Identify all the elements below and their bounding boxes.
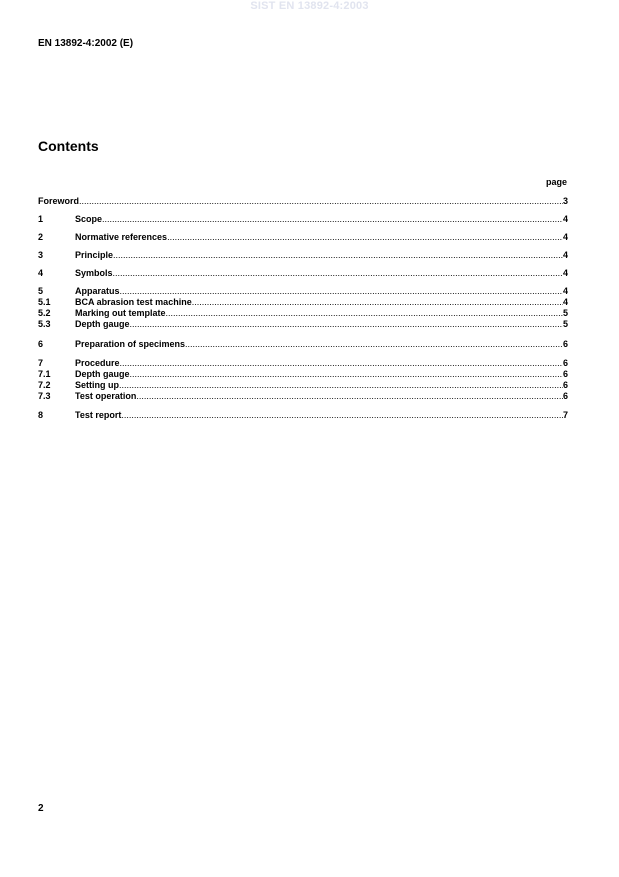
toc-dot-leader [113, 250, 563, 261]
toc-dot-leader [102, 214, 563, 225]
toc-dot-leader [185, 339, 563, 350]
toc-entry-number: 5.2 [38, 308, 51, 318]
toc-dot-leader [120, 358, 563, 369]
toc-dot-leader [130, 369, 563, 380]
contents-heading: Contents [38, 138, 99, 154]
toc-entry-depth-gauge[interactable] [38, 319, 568, 330]
toc-entry-bca-abrasion-test-machine[interactable] [38, 297, 568, 308]
toc-entry-number: 2 [38, 232, 44, 242]
toc-entry-title: Test report [75, 410, 122, 420]
toc-entry-page: 4 [562, 297, 568, 307]
toc-dot-leader [136, 391, 563, 402]
toc-dot-leader [121, 410, 563, 421]
toc-dot-leader [119, 380, 563, 391]
toc-entry-foreword[interactable] [38, 196, 568, 207]
toc-entry-page: 6 [562, 358, 568, 368]
toc-entry-number: 7.2 [38, 380, 51, 390]
toc-entry-page: 6 [562, 391, 568, 401]
toc-entry-page: 7 [562, 410, 568, 420]
toc-entry-number: 6 [38, 339, 44, 349]
toc-entry-page: 4 [562, 286, 568, 296]
toc-entry-number: 3 [38, 250, 44, 260]
toc-dot-leader [130, 319, 563, 330]
toc-entry-depth-gauge-procedure[interactable] [38, 369, 568, 380]
watermark: SIST EN 13892-4:2003 [250, 0, 369, 12]
toc-entry-number: 8 [38, 410, 44, 420]
toc-entry-apparatus[interactable] [38, 286, 568, 297]
page-column-label: page [545, 177, 567, 187]
toc-entry-title: Preparation of specimens [75, 339, 186, 349]
toc-dot-leader [113, 268, 563, 279]
toc-entry-number: 7 [38, 358, 44, 368]
toc-dot-leader [166, 308, 563, 319]
toc-entry-number: 4 [38, 268, 44, 278]
toc-entry-title: Normative references [75, 232, 168, 242]
document-identifier: EN 13892-4:2002 (E) [38, 38, 134, 49]
toc-entry-title: Foreword [38, 196, 80, 206]
toc-entry-page: 6 [562, 339, 568, 349]
toc-entry-title: Marking out template [75, 308, 166, 318]
toc-entry-title: Principle [75, 250, 114, 260]
toc-dot-leader [120, 286, 563, 297]
toc-entry-title: BCA abrasion test machine [75, 297, 192, 307]
toc-entry-page: 4 [562, 232, 568, 242]
toc-entry-number: 7.3 [38, 391, 51, 401]
toc-entry-number: 5 [38, 286, 44, 296]
toc-entry-title: Procedure [75, 358, 120, 368]
toc-entry-test-report[interactable] [38, 410, 568, 421]
toc-dot-leader [167, 232, 563, 243]
toc-entry-page: 4 [562, 250, 568, 260]
toc-entry-number: 5.3 [38, 319, 51, 329]
toc-entry-normative-references[interactable] [38, 232, 568, 243]
toc-entry-page: 4 [562, 214, 568, 224]
toc-entry-marking-out-template[interactable] [38, 308, 568, 319]
toc-entry-page: 6 [562, 369, 568, 379]
page-number: 2 [38, 803, 44, 814]
toc-entry-page: 5 [562, 319, 568, 329]
toc-entry-title: Scope [75, 214, 103, 224]
toc-entry-number: 7.1 [38, 369, 51, 379]
toc-entry-symbols[interactable] [38, 268, 568, 279]
toc-entry-number: 5.1 [38, 297, 51, 307]
toc-entry-title: Setting up [75, 380, 119, 390]
toc-entry-title: Symbols [75, 268, 113, 278]
toc-entry-page: 6 [562, 380, 568, 390]
toc-entry-number: 1 [38, 214, 44, 224]
toc-entry-page: 3 [562, 196, 568, 206]
toc-entry-title: Depth gauge [75, 319, 130, 329]
toc-dot-leader [79, 196, 563, 207]
toc-entry-title: Test operation [75, 391, 137, 401]
toc-entry-procedure[interactable] [38, 358, 568, 369]
toc-entry-setting-up[interactable] [38, 380, 568, 391]
toc-dot-leader [192, 297, 563, 308]
toc-entry-title: Apparatus [75, 286, 120, 296]
toc-entry-title: Depth gauge [75, 369, 130, 379]
toc-entry-scope[interactable] [38, 214, 568, 225]
toc-entry-preparation-of-specimens[interactable] [38, 339, 568, 350]
toc-entry-test-operation[interactable] [38, 391, 568, 402]
toc-entry-page: 5 [562, 308, 568, 318]
toc-entry-page: 4 [562, 268, 568, 278]
toc-entry-principle[interactable] [38, 250, 568, 261]
